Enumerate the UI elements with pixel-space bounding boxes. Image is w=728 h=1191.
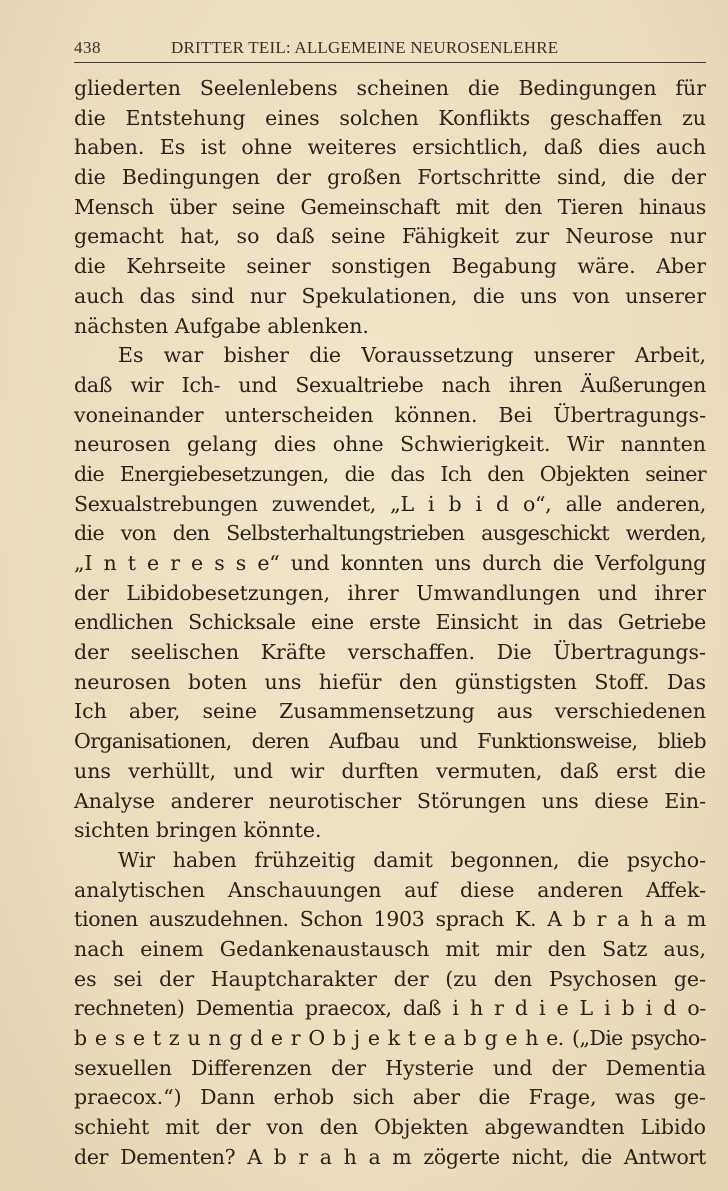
- running-head: [74, 34, 706, 62]
- text-line: die von den Selbsterhaltungstrieben ausgeschickt werden,: [74, 521, 706, 546]
- paragraph-start: Wir haben frühzeitig damit begonnen, die psycho-: [118, 847, 706, 872]
- text-line: praecox.“) Dann erhob sich aber die Frage, was ge-: [74, 1085, 706, 1110]
- text-line: schieht mit der von den Objekten abgewandten Libido: [74, 1115, 706, 1140]
- text-line: neurosen gelang dies ohne Schwierigkeit. Wir nannten: [74, 432, 706, 457]
- text-line: b e s e t z u n g d e r O b j e k t e a b g e h e. („Die psycho-: [74, 1026, 706, 1050]
- text-line: der seelischen Kräfte verschaffen. Die Übertragungs-: [74, 640, 706, 665]
- page-number: 438: [74, 38, 101, 57]
- text-line: voneinander unterscheiden können. Bei Übertragungs-: [74, 402, 706, 427]
- text-line: gliederten Seelenlebens scheinen die Bedingungen für: [74, 76, 706, 100]
- text-line: uns verhüllt, und wir durften vermuten, daß erst die: [74, 758, 706, 783]
- paragraph-start: Es war bisher die Voraussetzung unserer Arbeit,: [118, 343, 706, 368]
- text-line: rechneten) Dementia praecox, daß i h r d i e L i b i d o-: [74, 996, 706, 1021]
- text-line: gemacht hat, so daß seine Fähigkeit zur Neurose nur: [74, 224, 706, 249]
- text-line: haben. Es ist ohne weiteres ersichtlich, daß dies auch: [74, 135, 706, 160]
- text-line: analytischen Anschauungen auf diese anderen Affek-: [74, 877, 706, 902]
- text-line: der Libidobesetzungen, ihrer Umwandlungen und ihrer: [74, 580, 706, 605]
- text-line: nächsten Aufgabe ablenken.: [74, 313, 369, 338]
- text-line: Mensch über seine Gemeinschaft mit den Tieren hinaus: [74, 194, 706, 219]
- body-text: [74, 74, 706, 1172]
- text-line: sexuellen Differenzen der Hysterie und der Dementia: [74, 1055, 706, 1080]
- text-line: auch das sind nur Spekulationen, die uns von unserer: [74, 283, 706, 308]
- text-line: daß wir Ich- und Sexualtriebe nach ihren Äußerungen: [74, 372, 706, 397]
- text-line: Sexualstrebungen zuwendet, „L i b i d o“, alle anderen,: [74, 491, 706, 516]
- text-line: Ich aber, seine Zusammensetzung aus verschiedenen: [74, 699, 706, 724]
- text-line: die Kehrseite seiner sonstigen Begabung wäre. Aber: [74, 254, 706, 279]
- text-line: die Entstehung eines solchen Konflikts geschaffen zu: [74, 105, 706, 130]
- text-line: es sei der Hauptcharakter der (zu den Psychosen ge-: [74, 966, 706, 991]
- text-line: Analyse anderer neurotischer Störungen uns diese Ein-: [74, 788, 706, 813]
- text-line: endlichen Schicksale eine erste Einsicht in das Getriebe: [74, 610, 706, 635]
- text-line: Organisationen, deren Aufbau und Funktionsweise, blieb: [74, 729, 706, 754]
- running-title: DRITTER TEIL: ALLGEMEINE NEUROSENLEHRE: [171, 38, 559, 57]
- text-line: der Dementen? A b r a h a m zögerte nicht, die Antwort: [74, 1144, 706, 1169]
- text-line: die Bedingungen der großen Fortschritte sind, die der: [74, 165, 706, 190]
- text-line: tionen auszudehnen. Schon 1903 sprach K. A b r a h a m: [74, 907, 706, 932]
- text-line: sichten bringen könnte.: [74, 818, 322, 843]
- text-line: „I n t e r e s s e“ und konnten uns durch die Verfolgung: [74, 551, 706, 575]
- text-line: die Energiebesetzungen, die das Ich den Objekten seiner: [74, 461, 706, 486]
- text-line: neurosen boten uns hiefür den günstigsten Stoff. Das: [74, 669, 706, 694]
- book-page: [74, 34, 706, 1174]
- text-line: nach einem Gedankenaustausch mit mir den Satz aus,: [74, 936, 706, 961]
- header-rule: [74, 62, 706, 63]
